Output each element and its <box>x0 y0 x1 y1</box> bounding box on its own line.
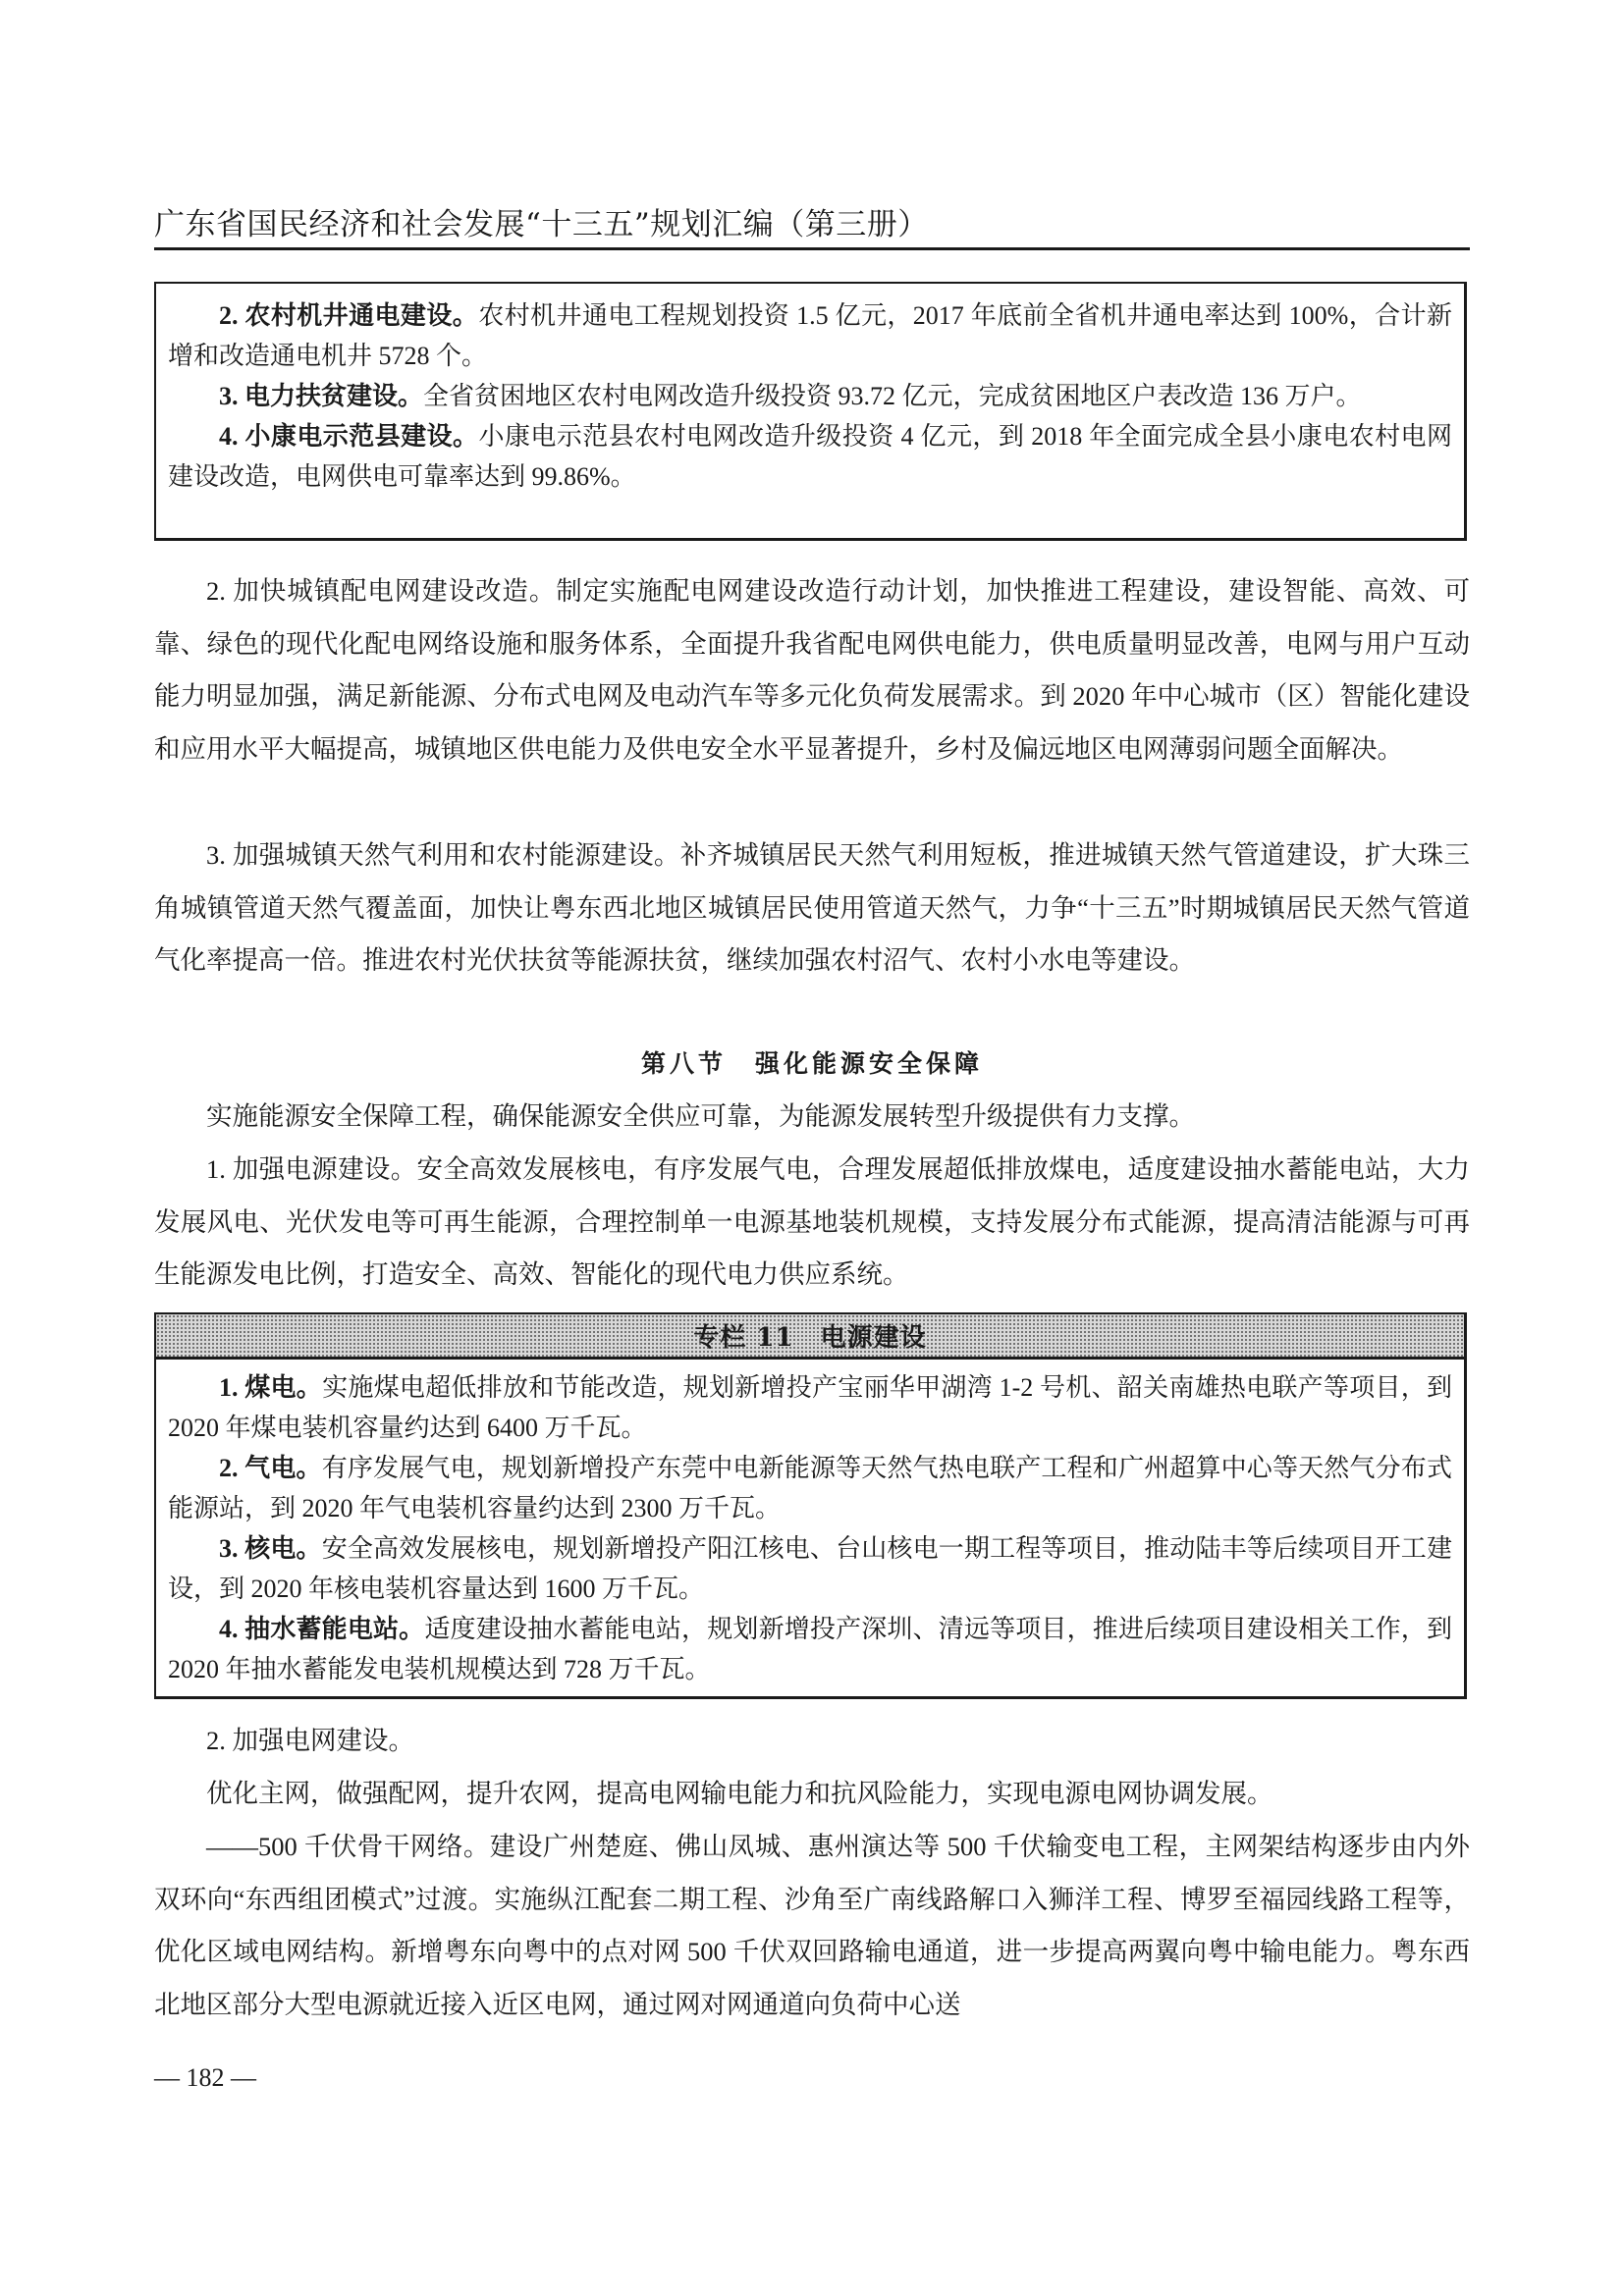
paragraph-power-supply: 1. 加强电源建设。安全高效发展核电，有序发展气电，合理发展超低排放煤电，适度建设抽水蓄能电站，大力发展风电、光伏发电等可再生能源，合理控制单一电源基地装机规模，支持发展分布式能源，提高清洁能源与可再生能源发电比例，打造安全、高效、智能化的现代电力供应系统。 <box>154 1154 1470 1289</box>
box-item-title: 2. 农村机井通电建设。 <box>219 301 479 330</box>
box-item-text: 有序发展气电，规划新增投产东莞中电新能源等天然气热电联产工程和广州超算中心等天然气分布式能源站，到 2020 年气电装机容量约达到 2300 万千瓦。 <box>168 1454 1452 1522</box>
box-item <box>168 1448 1452 1528</box>
box-body <box>156 1360 1464 1689</box>
box-item-title: 2. 气电。 <box>219 1454 322 1482</box>
box-item <box>168 376 1452 416</box>
box-power-construction <box>154 1312 1467 1699</box>
paragraph-grid-intro: 优化主网，做强配网，提升农网，提高电网输电能力和抗风险能力，实现电源电网协调发展。 <box>206 1779 1273 1808</box>
box-item <box>168 416 1452 497</box>
paragraph-distribution-grid: 2. 加快城镇配电网建设改造。制定实施配电网建设改造行动计划，加快推进工程建设，建设智能、高效、可靠、绿色的现代化配电网络设施和服务体系，全面提升我省配电网供电能力，供电质量明显改善，电网与用户互动能力明显加强，满足新能源、分布式电网及电动汽车等多元化负荷发展需求。到 2020 年中心城市（区）智能化建设和应用水平大幅提高，城镇地区供电能力及供电安全水平显著提升，乡村及偏远地区电网薄弱问题全面解决。 <box>154 576 1470 764</box>
paragraph-intro: 实施能源安全保障工程，确保能源安全供应可靠，为能源发展转型升级提供有力支撑。 <box>206 1101 1195 1131</box>
running-head: 广东省国民经济和社会发展“十三五”规划汇编（第三册） <box>154 207 929 242</box>
box-item-text: 全省贫困地区农村电网改造升级投资 93.72 亿元，完成贫困地区户表改造 136 万户。 <box>423 382 1362 410</box>
paragraph-grid-heading: 2. 加强电网建设。 <box>206 1726 414 1755</box>
box-item <box>168 1528 1452 1609</box>
box-item <box>168 1367 1452 1448</box>
box-item-text: 适度建设抽水蓄能电站，规划新增投产深圳、清远等项目，推进后续项目建设相关工作，到 2020 年抽水蓄能发电装机规模达到 728 万千瓦。 <box>168 1615 1452 1683</box>
paragraph-gas-rural-energy: 3. 加强城镇天然气利用和农村能源建设。补齐城镇居民天然气利用短板，推进城镇天然气管道建设，扩大珠三角城镇管道天然气覆盖面，加快让粤东西北地区城镇居民使用管道天然气，力争“十三五”时期城镇居民天然气管道气化率提高一倍。推进农村光伏扶贫等能源扶贫，继续加强农村沼气、农村小水电等建设。 <box>154 840 1470 975</box>
box-item-text: 安全高效发展核电，规划新增投产阳江核电、台山核电一期工程等项目，推动陆丰等后续项目开工建设，到 2020 年核电装机容量达到 1600 万千瓦。 <box>168 1534 1452 1603</box>
box-item-title: 4. 小康电示范县建设。 <box>219 422 479 451</box>
section-heading: 第八节 强化能源安全保障 <box>640 1049 983 1078</box>
paragraph-500kv-network: ——500 千伏骨干网络。建设广州楚庭、佛山凤城、惠州演达等 500 千伏输变电工程，主网架结构逐步由内外双环向“东西组团模式”过渡。实施纵江配套二期工程、沙角至广南线路解口入狮洋工程、博罗至福园线路工程等，优化区域电网结构。新增粤东向粤中的点对网 500 千伏双回路输电通道，进一步提高两翼向粤中输电能力。粤东西北地区部分大型电源就近接入近区电网，通过网对网通道向负荷中心送 <box>154 1832 1470 2019</box>
box-item-title: 4. 抽水蓄能电站。 <box>219 1615 425 1643</box>
box-item-text: 农村机井通电工程规划投资 1.5 亿元，2017 年底前全省机井通电率达到 100%，合计新增和改造通电机井 5728 个。 <box>168 301 1452 370</box>
box-item <box>168 295 1452 376</box>
box-item <box>168 1609 1452 1689</box>
box-item-title: 1. 煤电。 <box>219 1373 323 1402</box>
box-item-text: 实施煤电超低排放和节能改造，规划新增投产宝丽华甲湖湾 1-2 号机、韶关南雄热电联产等项目，到 2020 年煤电装机容量约达到 6400 万千瓦。 <box>168 1373 1452 1442</box>
box-item-title: 3. 电力扶贫建设。 <box>219 382 424 410</box>
box-item-title: 3. 核电。 <box>219 1534 322 1563</box>
box-header: 专栏 11 电源建设 <box>156 1314 1464 1360</box>
box-rural-power <box>154 282 1467 541</box>
box-item-text: 小康电示范县农村电网改造升级投资 4 亿元，到 2018 年全面完成全县小康电农村电网建设改造，电网供电可靠率达到 99.86%。 <box>168 422 1452 491</box>
header-rule <box>154 247 1470 250</box>
page-number: — 182 — <box>154 2063 256 2092</box>
